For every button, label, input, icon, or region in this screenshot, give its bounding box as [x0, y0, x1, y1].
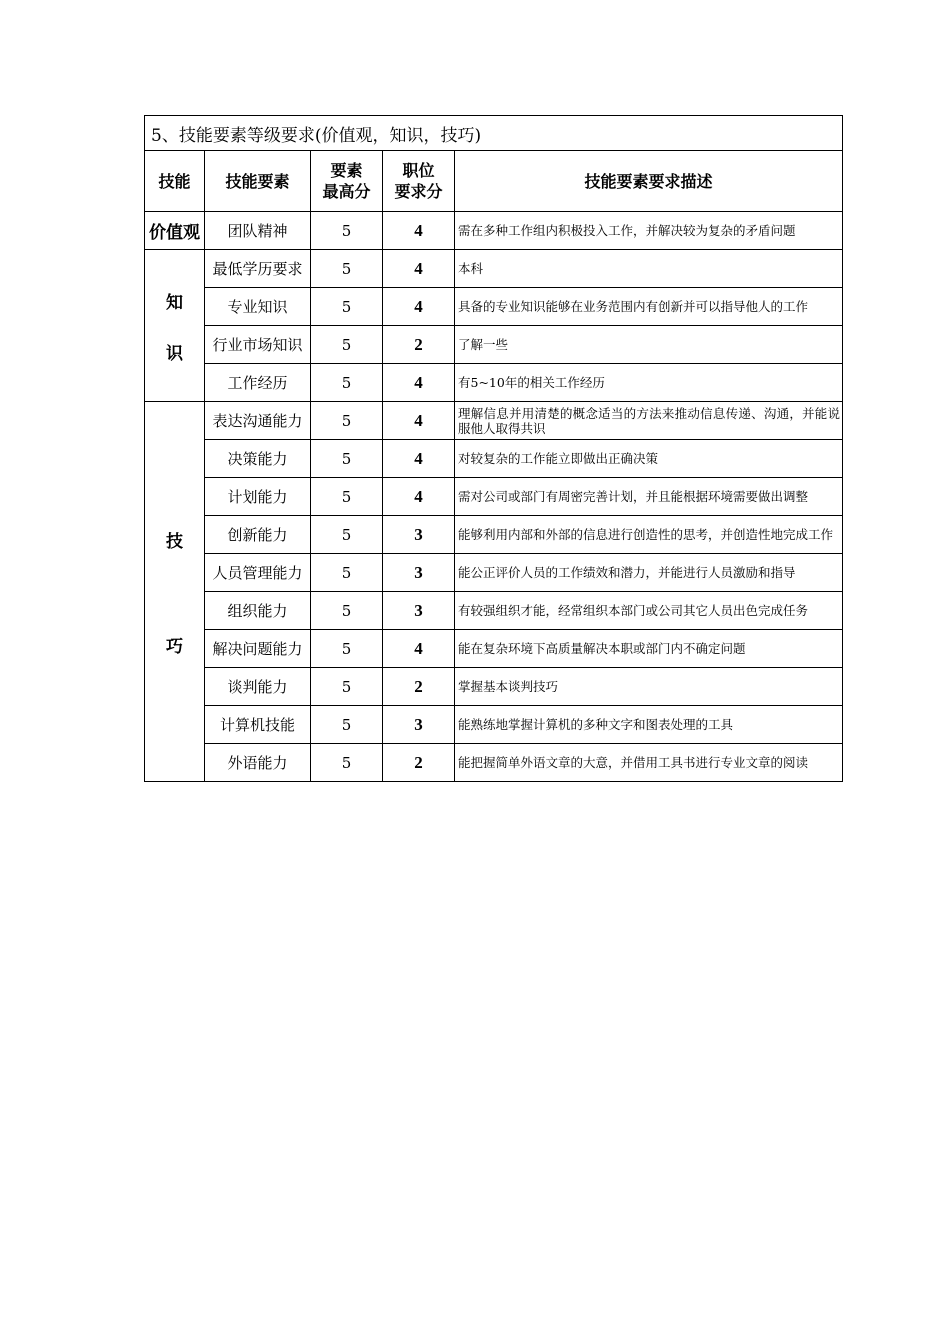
category-knowledge: 知 识: [145, 250, 205, 402]
factor-name: 决策能力: [205, 440, 311, 478]
max-score: 5: [311, 744, 383, 782]
factor-name: 谈判能力: [205, 668, 311, 706]
required-score: 3: [383, 516, 455, 554]
description: 需在多种工作组内积极投入工作，并解决较为复杂的矛盾问题: [455, 212, 843, 250]
max-score: 5: [311, 212, 383, 250]
header-description: 技能要素要求描述: [455, 151, 843, 212]
factor-name: 计算机技能: [205, 706, 311, 744]
table-row: [145, 440, 843, 478]
required-score: 2: [383, 326, 455, 364]
table-row: [145, 554, 843, 592]
description: 有较强组织才能，经常组织本部门或公司其它人员出色完成任务: [455, 592, 843, 630]
description: 有5~10年的相关工作经历: [455, 364, 843, 402]
table-title: 5、技能要素等级要求(价值观，知识，技巧): [145, 116, 843, 151]
max-score: 5: [311, 630, 383, 668]
factor-name: 人员管理能力: [205, 554, 311, 592]
table-row: [145, 706, 843, 744]
table-row: [145, 516, 843, 554]
required-score: 4: [383, 402, 455, 440]
max-score: 5: [311, 288, 383, 326]
table-row: [145, 744, 843, 782]
factor-name: 表达沟通能力: [205, 402, 311, 440]
factor-name: 组织能力: [205, 592, 311, 630]
required-score: 4: [383, 250, 455, 288]
table-row: [145, 250, 843, 288]
required-score: 4: [383, 440, 455, 478]
description: 能够利用内部和外部的信息进行创造性的思考，并创造性地完成工作: [455, 516, 843, 554]
description: 对较复杂的工作能立即做出正确决策: [455, 440, 843, 478]
factor-name: 计划能力: [205, 478, 311, 516]
factor-name: 解决问题能力: [205, 630, 311, 668]
description: 能在复杂环境下高质量解决本职或部门内不确定问题: [455, 630, 843, 668]
max-score: 5: [311, 478, 383, 516]
header-required-score: 职位 要求分: [383, 151, 455, 212]
required-score: 2: [383, 744, 455, 782]
max-score: 5: [311, 440, 383, 478]
table-row: [145, 212, 843, 250]
max-score: 5: [311, 326, 383, 364]
header-row: [145, 151, 843, 212]
required-score: 2: [383, 668, 455, 706]
required-score: 4: [383, 478, 455, 516]
header-factor: 技能要素: [205, 151, 311, 212]
header-max-score: 要素 最高分: [311, 151, 383, 212]
description: 具备的专业知识能够在业务范围内有创新并可以指导他人的工作: [455, 288, 843, 326]
factor-name: 最低学历要求: [205, 250, 311, 288]
max-score: 5: [311, 592, 383, 630]
required-score: 4: [383, 364, 455, 402]
description: 本科: [455, 250, 843, 288]
required-score: 3: [383, 554, 455, 592]
required-score: 3: [383, 706, 455, 744]
max-score: 5: [311, 706, 383, 744]
header-skill: 技能: [145, 151, 205, 212]
category-skills: 技 巧: [145, 402, 205, 782]
max-score: 5: [311, 364, 383, 402]
max-score: 5: [311, 668, 383, 706]
max-score: 5: [311, 516, 383, 554]
factor-name: 工作经历: [205, 364, 311, 402]
table-row: [145, 402, 843, 440]
factor-name: 专业知识: [205, 288, 311, 326]
table-row: [145, 592, 843, 630]
factor-name: 创新能力: [205, 516, 311, 554]
description: 了解一些: [455, 326, 843, 364]
table-row: [145, 326, 843, 364]
description: 理解信息并用清楚的概念适当的方法来推动信息传递、沟通，并能说服他人取得共识: [455, 402, 843, 440]
max-score: 5: [311, 554, 383, 592]
max-score: 5: [311, 402, 383, 440]
required-score: 4: [383, 288, 455, 326]
category-values: 价值观: [145, 212, 205, 250]
factor-name: 外语能力: [205, 744, 311, 782]
required-score: 3: [383, 592, 455, 630]
factor-name: 行业市场知识: [205, 326, 311, 364]
required-score: 4: [383, 630, 455, 668]
skill-requirements-table: [144, 115, 843, 782]
description: 掌握基本谈判技巧: [455, 668, 843, 706]
description: 需对公司或部门有周密完善计划，并且能根据环境需要做出调整: [455, 478, 843, 516]
table-row: [145, 668, 843, 706]
required-score: 4: [383, 212, 455, 250]
description: 能公正评价人员的工作绩效和潜力，并能进行人员激励和指导: [455, 554, 843, 592]
description: 能熟练地掌握计算机的多种文字和图表处理的工具: [455, 706, 843, 744]
table-row: [145, 288, 843, 326]
factor-name: 团队精神: [205, 212, 311, 250]
table-row: [145, 478, 843, 516]
description: 能把握简单外语文章的大意，并借用工具书进行专业文章的阅读: [455, 744, 843, 782]
table-row: [145, 630, 843, 668]
max-score: 5: [311, 250, 383, 288]
table-row: [145, 364, 843, 402]
